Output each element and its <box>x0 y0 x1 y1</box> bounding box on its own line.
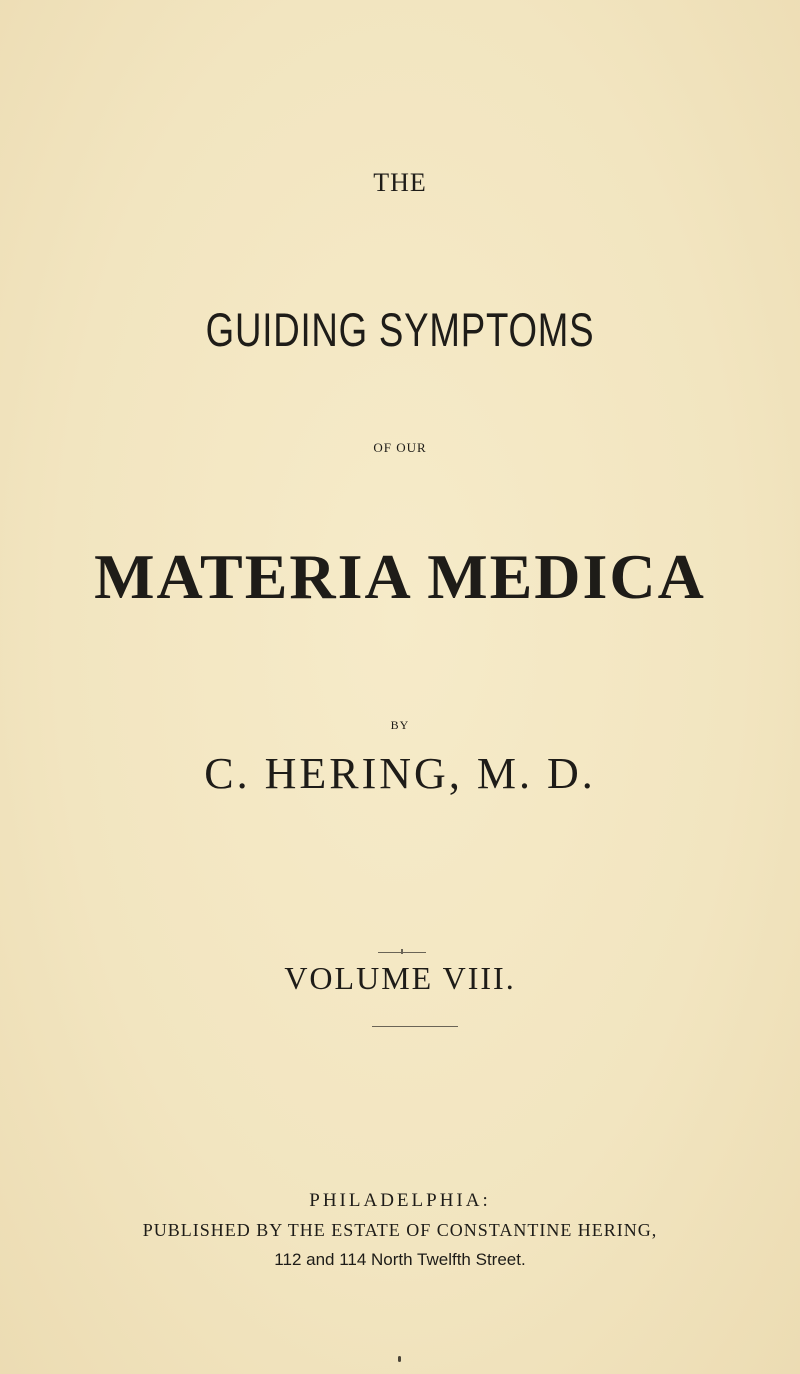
divider-rule <box>372 1026 458 1027</box>
imprint-address: 112 and 114 North Twelfth Street. <box>274 1250 526 1269</box>
volume-label: VOLUME VIII. <box>284 960 516 996</box>
title-connector: OF OUR <box>373 440 427 455</box>
by-label: BY <box>390 718 410 732</box>
paper-speck <box>398 1356 401 1362</box>
author-name: C. HERING, M. D. <box>204 749 596 798</box>
main-title: GUIDING SYMPTOMS <box>205 303 595 356</box>
imprint-publisher: PUBLISHED BY THE ESTATE OF CONSTANTINE HERING, <box>142 1220 658 1240</box>
ornament-dot <box>401 949 403 954</box>
title-article: THE <box>373 168 427 197</box>
imprint-place: PHILADELPHIA: <box>309 1190 491 1211</box>
subject-title: MATERIA MEDICA <box>94 541 706 612</box>
